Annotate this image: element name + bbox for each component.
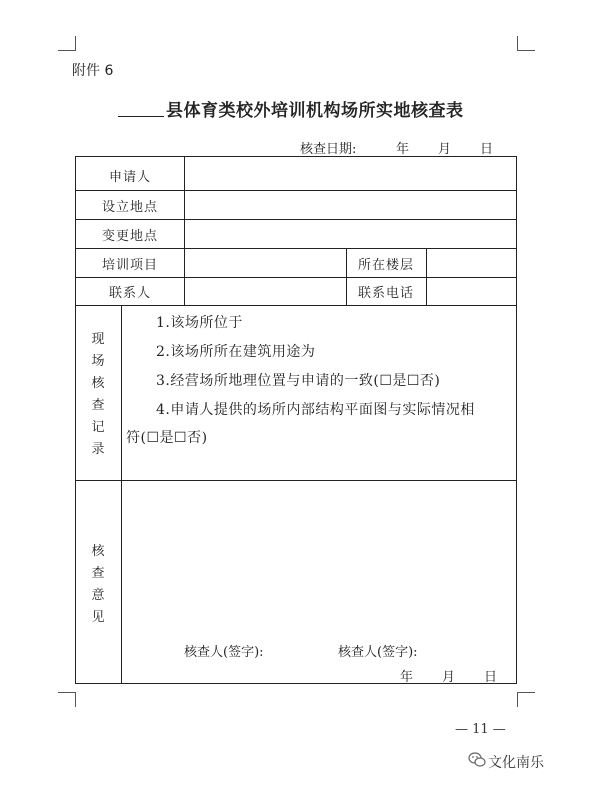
applicant-label: 申请人: [108, 170, 151, 185]
changed-location-label: 变更地点: [101, 229, 158, 244]
date-day: 日: [480, 142, 494, 157]
phone-label: 联系电话: [357, 286, 414, 301]
date-month: 月: [438, 142, 452, 157]
contact-field[interactable]: [185, 278, 346, 305]
applicant-field[interactable]: [185, 157, 516, 190]
crop-mark-tr-h: [517, 50, 535, 51]
crop-mark-br-v: [517, 692, 518, 707]
onsite-record-label: 现 场 核 查 记 录: [91, 332, 105, 457]
crop-mark-tr-v: [517, 36, 518, 51]
page-title: 县体育类校外培训机构场所实地核查表: [166, 101, 464, 121]
date-label: 核查日期:: [300, 142, 357, 157]
phone-field[interactable]: [427, 278, 516, 305]
inspection-table: [75, 156, 517, 684]
brand-name: 文化南乐: [488, 755, 544, 771]
date-year: 年: [396, 142, 410, 157]
opinion-year: 年: [400, 670, 414, 685]
record-item-3: 3.经营场所地理位置与申请的一致(☐是☐否): [156, 373, 441, 389]
record-item-1: 1.该场所位于: [156, 315, 243, 331]
training-item-field[interactable]: [185, 249, 346, 277]
record-item-4-cont: 符(☐是☐否): [126, 430, 208, 446]
crop-mark-br-h: [517, 692, 535, 693]
floor-field[interactable]: [427, 249, 516, 277]
wechat-icon: [468, 752, 486, 768]
row-divider: [76, 305, 516, 306]
changed-location-field[interactable]: [185, 220, 516, 248]
signer-1: 核查人(签字):: [184, 645, 264, 660]
location-field[interactable]: [185, 191, 516, 219]
crop-mark-tl-h: [58, 50, 76, 51]
record-item-4: 4.申请人提供的场所内部结构平面图与实际情况相: [156, 402, 475, 418]
opinion-day: 日: [484, 670, 498, 685]
title-blank-line: [118, 116, 164, 117]
crop-mark-tl-v: [75, 36, 76, 51]
record-item-2: 2.该场所所在建筑用途为: [156, 344, 316, 360]
crop-mark-bl-v: [75, 692, 76, 707]
contact-label: 联系人: [108, 286, 151, 301]
opinion-month: 月: [442, 670, 456, 685]
crop-mark-bl-h: [58, 692, 76, 693]
inspection-date-row: [300, 138, 493, 157]
attachment-label: 附件 6: [72, 63, 114, 79]
training-item-label: 培训项目: [101, 258, 158, 273]
opinion-field[interactable]: [122, 481, 516, 621]
opinion-label: 核 查 意 见: [91, 544, 105, 625]
page-number: — 11 —: [455, 722, 506, 737]
floor-label: 所在楼层: [357, 258, 414, 273]
signer-2: 核查人(签字):: [338, 645, 418, 660]
location-label: 设立地点: [101, 200, 158, 215]
